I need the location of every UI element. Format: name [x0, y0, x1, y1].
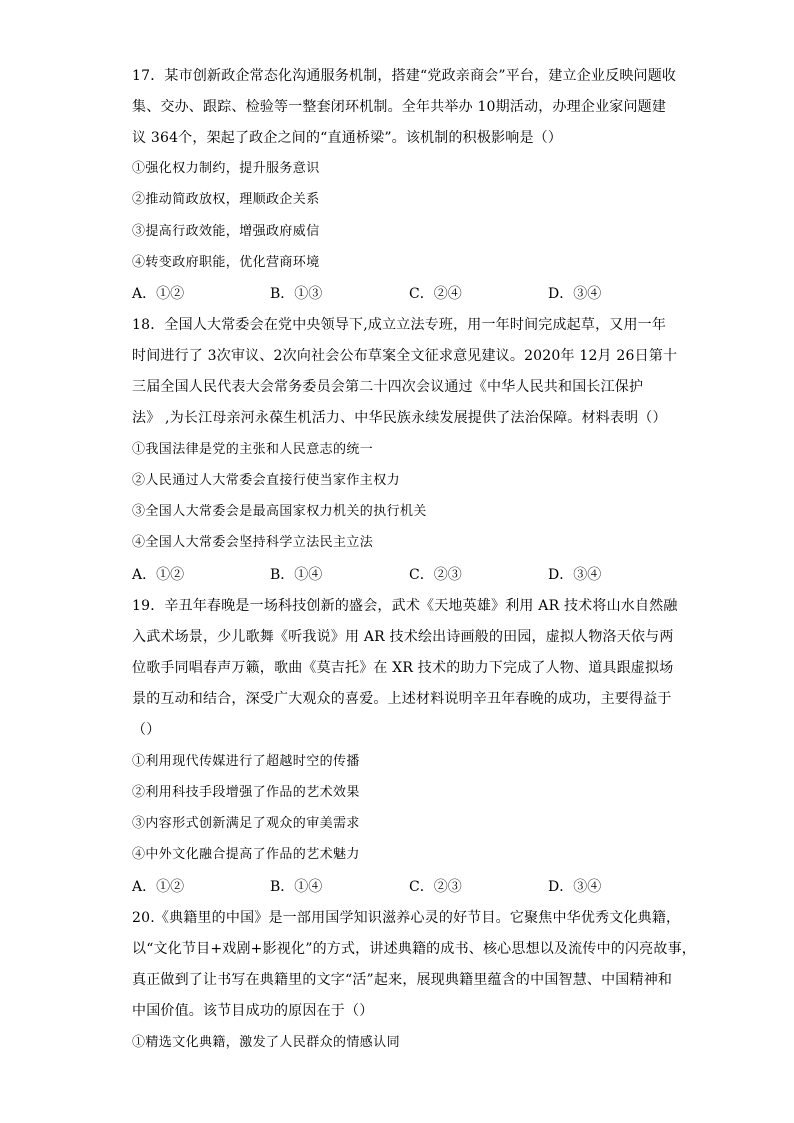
q20-stem-line-3: 真正做到了让书写在典籍里的文字“活”起来，展现典籍里蕴含的中国智慧、中国精神和: [132, 972, 673, 988]
q20-stem-line-1: 20.《典籍里的中国》是一部用国学知识滋养心灵的好节目。它聚焦中华优秀文化典籍，: [132, 910, 681, 926]
q17-stem-line-2: 集、交办、跟踪、检验等一整套闭环机制。全年共举办 10期活动，办理企业家问题建: [132, 99, 667, 115]
q18-choice-c: C．②③: [409, 567, 462, 583]
q18-statement-3: ③全国人大常委会是最高国家权力机关的执行机关: [132, 504, 427, 519]
q18-choice-d: D．③④: [548, 567, 602, 583]
q19-choice-d: D．③④: [548, 879, 602, 895]
q18-statement-4: ④全国人大常委会坚持科学立法民主立法: [132, 535, 374, 550]
q17-choice-d: D．③④: [548, 286, 602, 302]
q19-choice-a: A．①②: [132, 879, 185, 895]
q17-choice-a: A．①②: [132, 286, 185, 302]
q17-statement-3: ③提高行政效能，增强政府威信: [132, 224, 320, 239]
q19-choice-b: B．①④: [270, 879, 323, 895]
q20-stem-line-4: 中国价值。该节目成功的原因在于（）: [132, 1003, 374, 1019]
q18-stem-line-1: 18．全国人大常委会在党中央领导下,成立立法专班，用一年时间完成起草，又用一年: [132, 317, 667, 333]
q17-choices: [132, 284, 692, 304]
q17-statement-4: ④转变政府职能，优化营商环境: [132, 255, 320, 270]
q18-stem-line-3: 三届全国人民代表大会常务委员会第二十四次会议通过《中华人民共和国长江保护: [132, 379, 644, 395]
q19-statement-2: ②利用科技手段增强了作品的艺术效果: [132, 785, 360, 800]
q19-statement-4: ④中外文化融合提高了作品的艺术魅力: [132, 847, 360, 862]
q17-choice-c: C．②④: [409, 286, 462, 302]
q20-stem-line-2: 以“文化节目+戏剧+影视化”的方式，讲述典籍的成书、核心思想以及流传中的闪亮故事，: [132, 941, 696, 957]
q17-stem-line-3: 议 364个，架起了政企之间的“直通桥梁”。该机制的积极影响是（）: [132, 130, 563, 146]
q19-statement-1: ①利用现代传媒进行了超越时空的传播: [132, 754, 360, 769]
q20-statement-1: ①精选文化典籍，激发了人民群众的情感认同: [132, 1035, 401, 1050]
q17-statement-2: ②推动简政放权，理顺政企关系: [132, 192, 320, 207]
q19-stem-line-1: 19．辛丑年春晚是一场科技创新的盛会，武术《天地英雄》利用 AR 技术将山水自然融: [132, 598, 678, 614]
q18-stem-line-4: 法》 ,为长江母亲河永葆生机活力、中华民族永续发展提供了法治保障。材料表明（）: [132, 410, 667, 426]
q18-statement-1: ①我国法律是党的主张和人民意志的统一: [132, 442, 374, 457]
q19-stem-line-2: 入武术场景，少儿歌舞《听我说》用 AR 技术绘出诗画般的田园，虚拟人物洛天依与两: [132, 629, 674, 645]
q19-stem-line-3: 位歌手同唱春声万籁，歌曲《莫吉托》在 XR 技术的助力下完成了人物、道具跟虚拟场: [132, 660, 674, 676]
q18-statement-2: ②人民通过人大常委会直接行使当家作主权力: [132, 473, 401, 488]
q19-stem-line-5: （）: [132, 722, 161, 738]
q19-choice-c: C．②③: [409, 879, 462, 895]
q19-stem-line-4: 景的互动和结合，深受广大观众的喜爱。上述材料说明辛丑年春晚的成功，主要得益于: [132, 691, 672, 707]
q17-stem-line-1: 17．某市创新政企常态化沟通服务机制，搭建“党政亲商会”平台，建立企业反映问题收: [132, 68, 677, 84]
q19-choices: [132, 877, 692, 897]
q18-choices: [132, 565, 692, 585]
q18-stem-line-2: 时间进行了 3次审议、2次向社会公布草案全文征求意见建议。2020年 12月 26日第十: [132, 348, 678, 364]
q17-choice-b: B．①③: [270, 286, 323, 302]
q18-choice-a: A．①②: [132, 567, 185, 583]
q19-statement-3: ③内容形式创新满足了观众的审美需求: [132, 816, 360, 831]
q17-statement-1: ①强化权力制约，提升服务意识: [132, 161, 320, 176]
q18-choice-b: B．①④: [270, 567, 323, 583]
